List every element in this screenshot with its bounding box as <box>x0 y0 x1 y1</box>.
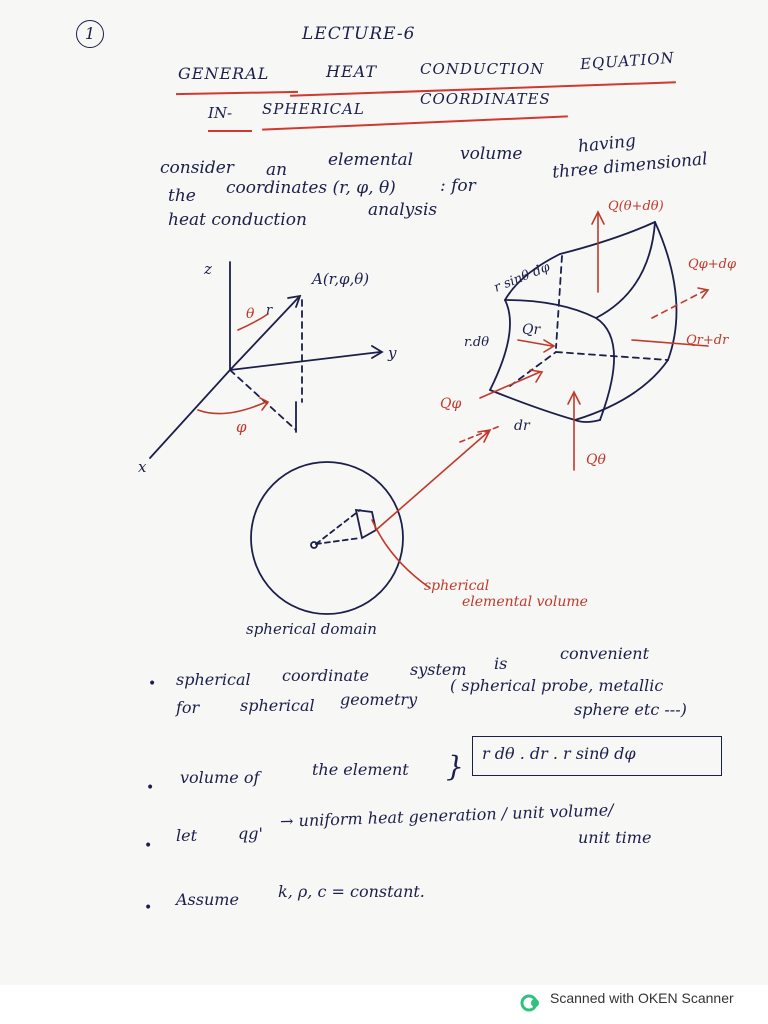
b1-convenient: convenient <box>560 644 650 663</box>
axis-x-label: x <box>138 458 147 476</box>
b3-qg: qg' <box>238 824 263 843</box>
phi-arc <box>198 402 266 414</box>
b4-assume: Assume <box>176 890 239 909</box>
b2-volume-of: volume of <box>180 768 260 787</box>
b1-system: system <box>410 660 467 679</box>
b1-geometry: geometry <box>340 690 418 709</box>
page-number: 1 <box>76 20 104 48</box>
title-in: IN- <box>208 104 233 122</box>
b2-brace: } <box>446 750 464 783</box>
lecture-heading: LECTURE-6 <box>302 24 416 44</box>
spherical-domain-label: spherical domain <box>246 620 377 638</box>
intro-coordinates: coordinates (r, φ, θ) <box>226 178 396 198</box>
scanner-watermark: Scanned with OKEN Scanner <box>550 990 734 1006</box>
b3-uniform: → uniform heat generation / unit volume/ <box>279 800 614 831</box>
bullet-4-dot: • <box>144 900 153 916</box>
intro-the: the <box>168 186 196 206</box>
element-top-right <box>560 222 655 254</box>
title-equation: EQUATION <box>579 48 676 74</box>
element-right-curve <box>575 222 676 420</box>
theta-label: θ <box>246 306 255 322</box>
intro-for: : for <box>440 176 476 196</box>
scanner-logo-icon <box>520 993 542 1013</box>
radius-line <box>230 298 298 370</box>
q-phi-label: Qφ <box>440 396 462 412</box>
phi-label: φ <box>236 418 247 436</box>
b2-formula: r dθ . dr . r sinθ dφ <box>482 744 636 763</box>
y-axis <box>230 352 380 370</box>
r-label: r <box>266 303 273 318</box>
title-conduction: CONDUCTION <box>420 60 545 78</box>
bullet-2-dot: • <box>146 780 155 796</box>
b1-spherical-2: spherical <box>240 696 315 715</box>
q-r-label: Qr <box>522 322 541 338</box>
b4-constants: k, ρ, c = constant. <box>278 882 425 901</box>
b1-sphere-etc: sphere etc ---) <box>574 700 687 719</box>
spherical-domain-circle <box>251 462 403 614</box>
b1-is: is <box>494 654 508 673</box>
edge-side-label: r.dθ <box>464 335 490 350</box>
b1-spherical: spherical <box>176 670 251 689</box>
intro-analysis: analysis <box>368 200 438 220</box>
b1-coordinate: coordinate <box>282 666 369 685</box>
intro-elemental: elemental <box>328 150 414 170</box>
axis-z-label: z <box>204 260 212 278</box>
q-r-dr-label: Qr+dr <box>686 333 729 348</box>
bullet-3-dot: • <box>144 838 153 854</box>
q-theta-label: Qθ <box>586 452 606 468</box>
intro-an: an <box>266 160 288 180</box>
q-phi-arrow <box>480 372 540 398</box>
intro-consider: consider <box>160 158 234 178</box>
intro-having: having <box>577 131 637 157</box>
intro-heat-conduction: heat conduction <box>168 210 307 230</box>
callout-line <box>376 432 488 530</box>
title-heat: HEAT <box>326 62 377 81</box>
q-phi-dphi-label: Qφ+dφ <box>688 257 737 272</box>
element-top-inner <box>596 222 655 318</box>
title-coordinates: COORDINATES <box>420 90 551 108</box>
bullet-1-dot: • <box>148 676 157 692</box>
edge-bottom-label: dr <box>514 418 530 434</box>
b3-let: let <box>176 826 198 845</box>
b2-the-element: the element <box>312 760 409 779</box>
b1-probe: ( spherical probe, metallic <box>450 676 664 695</box>
volume-label-1: spherical <box>424 578 490 594</box>
b1-for: for <box>176 698 200 717</box>
axis-y-label: y <box>388 344 397 362</box>
point-a-label: A(r,φ,θ) <box>312 270 370 288</box>
intro-three-dimensional: three dimensional <box>551 149 709 183</box>
intro-volume: volume <box>460 144 523 164</box>
q-theta-dtheta-label: Q(θ+dθ) <box>608 199 664 214</box>
edge-top-label: r sinθ dφ <box>491 259 553 296</box>
volume-label-2: elemental volume <box>462 594 588 610</box>
b3-unit-time: unit time <box>578 828 652 847</box>
title-spherical: SPHERICAL <box>262 100 365 118</box>
element-front-left <box>490 300 510 390</box>
title-general: GENERAL <box>178 64 270 83</box>
